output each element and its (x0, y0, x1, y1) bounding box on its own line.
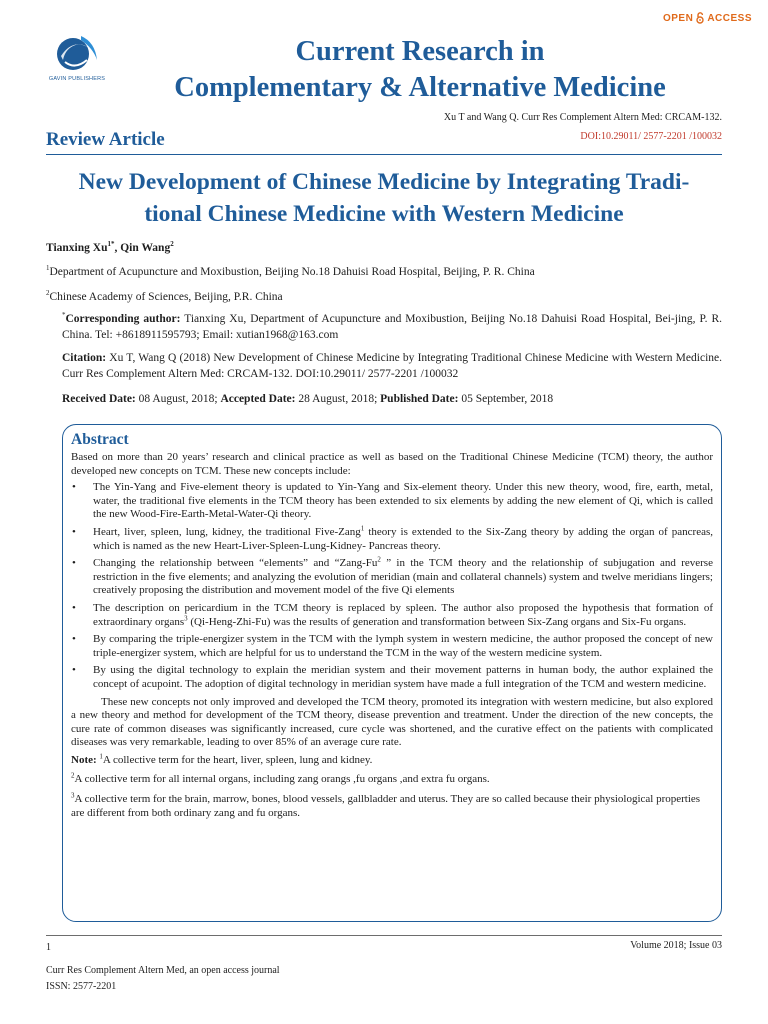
author-list: Tianxing $Xu^{1*}$, Qin Wang$^2$ (46, 240, 174, 254)
bullet-icon: • (72, 481, 76, 494)
citation-block: Citation: Xu T, Wang Q (2018) New Development of Chinese Medicine by Integrating Traditional Chinese Medicine with Western Medicine. Curr Res Complement Altern Med: CRCAM-132. DOI:10.29011/ 2577-2201 /100032 (62, 352, 722, 380)
bullet-icon: • (72, 601, 76, 614)
bullet-icon: • (72, 525, 76, 538)
article-dates: Received Date: 08 August, 2018; Accepted Date: 28 August, 2018; Published Date: 05 September, 2018 (62, 393, 554, 405)
footer-journal: Curr Res Complement Altern Med, an open access journal (46, 965, 280, 976)
open-access-badge: OPEN ACCESS (662, 12, 752, 24)
article-type: Review Article (46, 129, 165, 150)
abstract-bullet-list (71, 481, 713, 691)
article-title: New Development of Chinese Medicine by Integrating Tradi- tional Chinese Medicine with Western Medicine (78, 169, 690, 227)
bullet-icon: • (72, 557, 76, 570)
affiliation-2: $^2$Chinese Academy of Sciences, Beijing, P.R. China (46, 289, 283, 303)
note-2: $^2$A collective term for all internal organs, including zang orangs ,fu organs ,and extra fu organs. (71, 771, 490, 786)
abstract-box (62, 424, 722, 922)
note-3: $^3$A collective term for the brain, marrow, bones, blood vessels, gallbladder and uterus. They are so called because their physiological properties are different from both ordinary zang and fu organs. (71, 791, 701, 819)
header-divider (46, 154, 722, 155)
abstract-intro: Based on more than 20 years’ research and clinical practice as well as based on the Traditional Chinese Medicine (TCM) theory, the author developed new concepts on TCM. These new concepts include: (71, 451, 713, 477)
list-item: • By comparing the triple-energizer system in the TCM with the lymph system in western medicine, the author proposed the concept of new triple-energizer system, which are helpful for us to understand the TCM in the way of the western medicine system. (72, 633, 713, 659)
list-item: • The Yin-Yang and Five-element theory is updated to Yin-Yang and Six-element theory. Under this new theory, wood, fire, earth, metal, water, the traditional five elements in the TCM theory has been extended to six elements by adding the new element of Qi, which is called the new Wood-Fire-Earth-Metal-Water-Qi theory. (72, 481, 713, 521)
corresponding-author: *Corresponding author: Tianxing Xu, Department of Acupuncture and Moxibustion, Beijing No.18 Dahuisi Road Hospital, Bei-jing, P. R. China. Tel: +8618911595793; Email: xutian1968@163.com (62, 311, 723, 341)
open-lock-icon (695, 12, 705, 24)
list-item: • Changing the relationship between “elements” and “Zang-Fu$^2$ ” in the TCM theory and the relationship of subjugation and reverse restriction in the five elements; and analyzing the evolution of meridian (main and collateral channels) system and twelve meridians lingers; creatively proposing the distribution and movement model of the five Qi elements (72, 555, 713, 597)
list-item: • Heart, liver, spleen, lung, kidney, the traditional Five-Zang$^1$ theory is extended to the Six-Zang theory by adding the organ of pancreas, which is named as the new Heart-Liver-Spleen-Lung-Kidney- Pancreas theory. (72, 524, 713, 552)
abstract-heading: Abstract (71, 431, 129, 448)
footer-issn: ISSN: 2577-2201 (46, 981, 117, 992)
doi-link[interactable]: DOI:10.29011/ 2577-2201 /100032 (580, 131, 722, 142)
volume-issue: Volume 2018; Issue 03 (630, 940, 722, 951)
citation-short: Xu T and Wang Q. Curr Res Complement Altern Med: CRCAM-132. (443, 112, 722, 123)
bullet-icon: • (72, 633, 76, 646)
publisher-logo: GAVIN PUBLISHERS (42, 30, 112, 82)
abstract-closing: These new concepts not only improved and developed the TCM theory, promoted its integration with western medicine, but also explored a new theory and method for development of the TCM theory, disease prevention and treatment. Under the direction of the new concepts, the cure rate of common diseases was significantly increased, cure cycle was shortened, and the curative effect on the patients with complicated diseases was very remarkable, leading to over 85% of an average cure rate. (71, 695, 713, 749)
note-1: Note: $^1$A collective term for the heart, liver, spleen, lung and kidney. (71, 752, 373, 766)
bullet-icon: • (72, 664, 76, 677)
list-item: • The description on pericardium in the TCM theory is replaced by spleen. The author also proposed the hypothesis that formation of extraordinary organs$^3$ (Qi-Heng-Zhi-Fu) was the results of generation and transformation between Six-Zang organs and Six-Fu organs. (72, 601, 713, 628)
footer-divider (46, 935, 722, 936)
gavin-logo-icon (51, 30, 103, 74)
affiliation-1: $^1$Department of Acupuncture and Moxibustion, Beijing No.18 Dahuisi Road Hospital, Beijing, P. R. China (46, 264, 535, 278)
page-number: 1 (46, 942, 51, 953)
list-item: • By using the digital technology to explain the meridian system and their movement patterns in human body, the author explained the concept of acupoint. The adoption of digital technology in meridian system have made a full integration of the TCM and western medicine. (72, 664, 713, 690)
journal-title: Current Research in Complementary & Alternative Medicine (174, 36, 666, 103)
